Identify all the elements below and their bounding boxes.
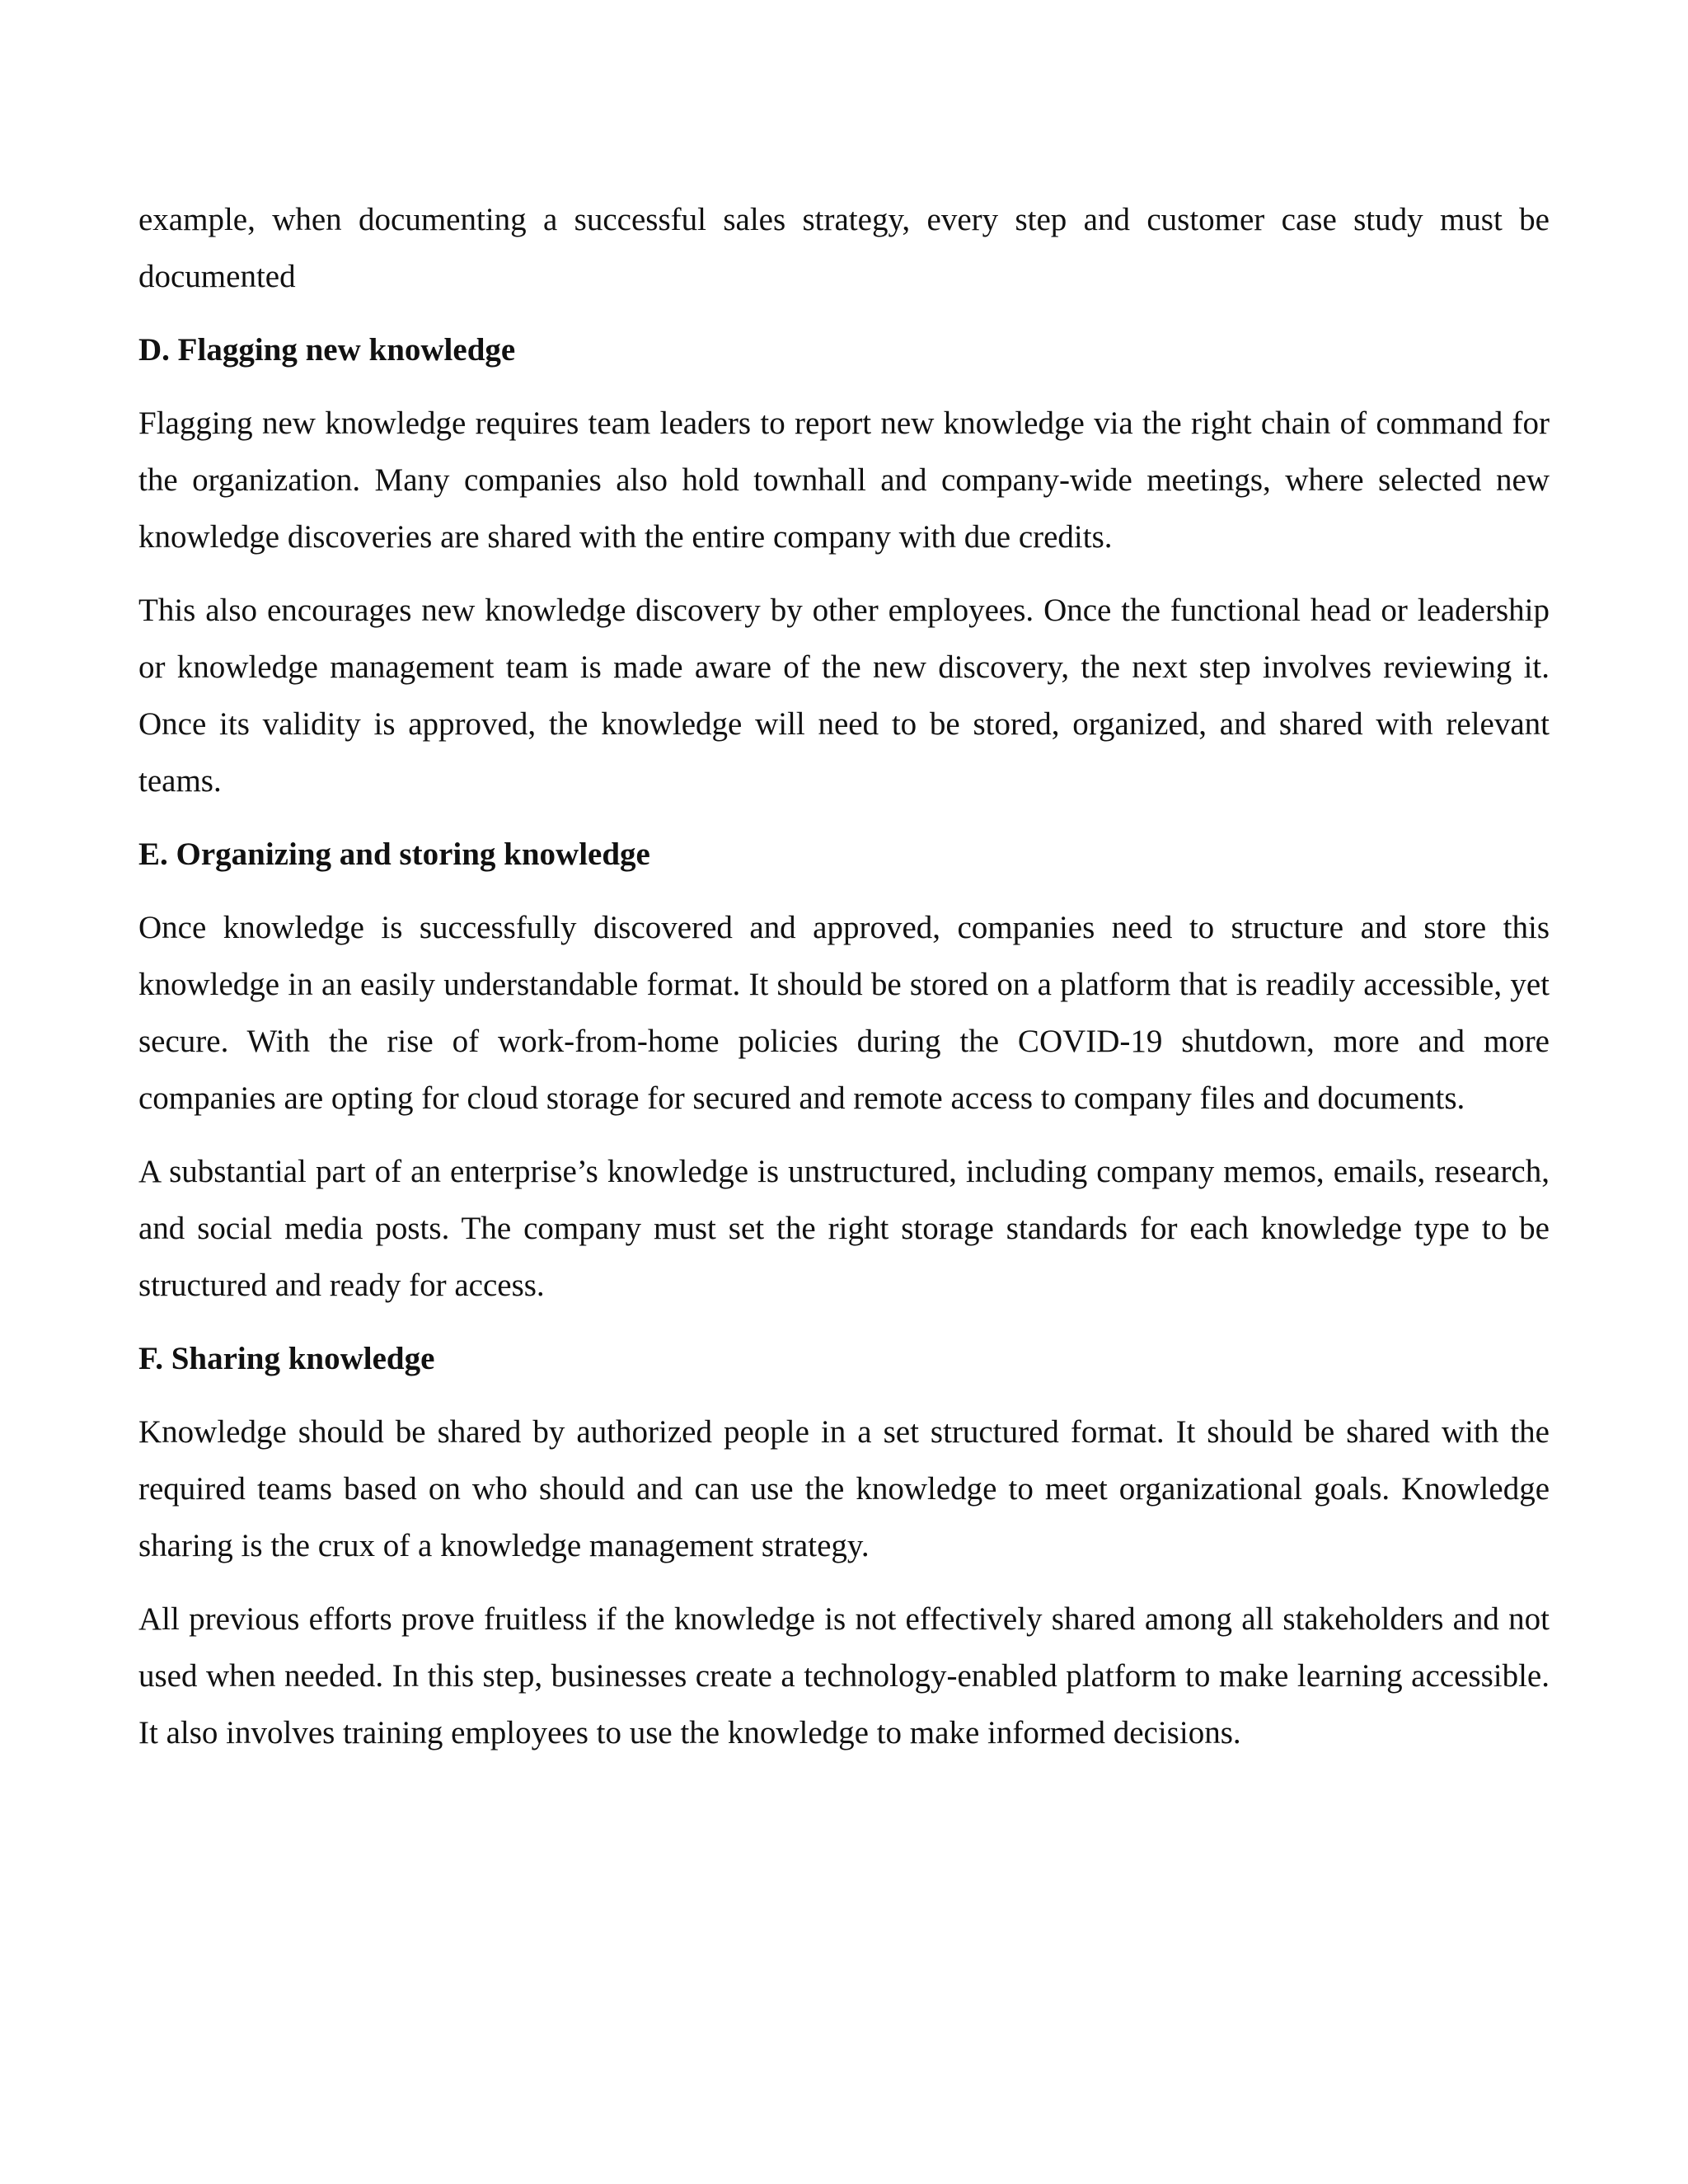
paragraph-sharing-1: Knowledge should be shared by authorized people in a set structured format. It should be shared with the required teams based on who should and can use the knowledge to meet organizational goals. Knowledge sharing is the crux of a knowledge management strategy. xyxy=(138,1414,1550,1563)
paragraph-organizing-1: Once knowledge is successfully discovered and approved, companies need to structure and store this knowledge in an easily understandable format. It should be stored on a platform that is readily accessible, yet secure. With the rise of work-from-home policies during the COVID-19 shutdown, more and more companies are opting for cloud storage for secured and remote access to company files and documents. xyxy=(138,910,1550,1116)
paragraph-flagging-2: This also encourages new knowledge discovery by other employees. Once the functional head or leadership or knowledge management team is made aware of the new discovery, the next step involves reviewing it. Once its validity is approved, the knowledge will need to be stored, organized, and shared with relevant teams. xyxy=(138,593,1550,799)
paragraph-organizing-2: A substantial part of an enterprise’s knowledge is unstructured, including company memos, emails, research, and social media posts. The company must set the right storage standards for each knowledge type to be structured and ready for access. xyxy=(138,1154,1550,1303)
document-body xyxy=(138,191,1550,1778)
paragraph-sharing-2: All previous efforts prove fruitless if the knowledge is not effectively shared among all stakeholders and not used when needed. In this step, businesses create a technology-enabled platform to make learning accessible. It also involves training employees to use the knowledge to make informed decisions. xyxy=(138,1601,1550,1750)
paragraph-continuation: example, when documenting a successful sales strategy, every step and customer case study must be documented xyxy=(138,202,1550,294)
section-heading-flagging-new-knowledge: D. Flagging new knowledge xyxy=(138,332,516,368)
paragraph-flagging-1: Flagging new knowledge requires team leaders to report new knowledge via the right chain of command for the organization. Many companies also hold townhall and company-wide meetings, where selected new knowledge discoveries are shared with the entire company with due credits. xyxy=(138,405,1550,555)
section-heading-sharing-knowledge: F. Sharing knowledge xyxy=(138,1341,435,1376)
section-heading-organizing-storing-knowledge: E. Organizing and storing knowledge xyxy=(138,837,650,872)
